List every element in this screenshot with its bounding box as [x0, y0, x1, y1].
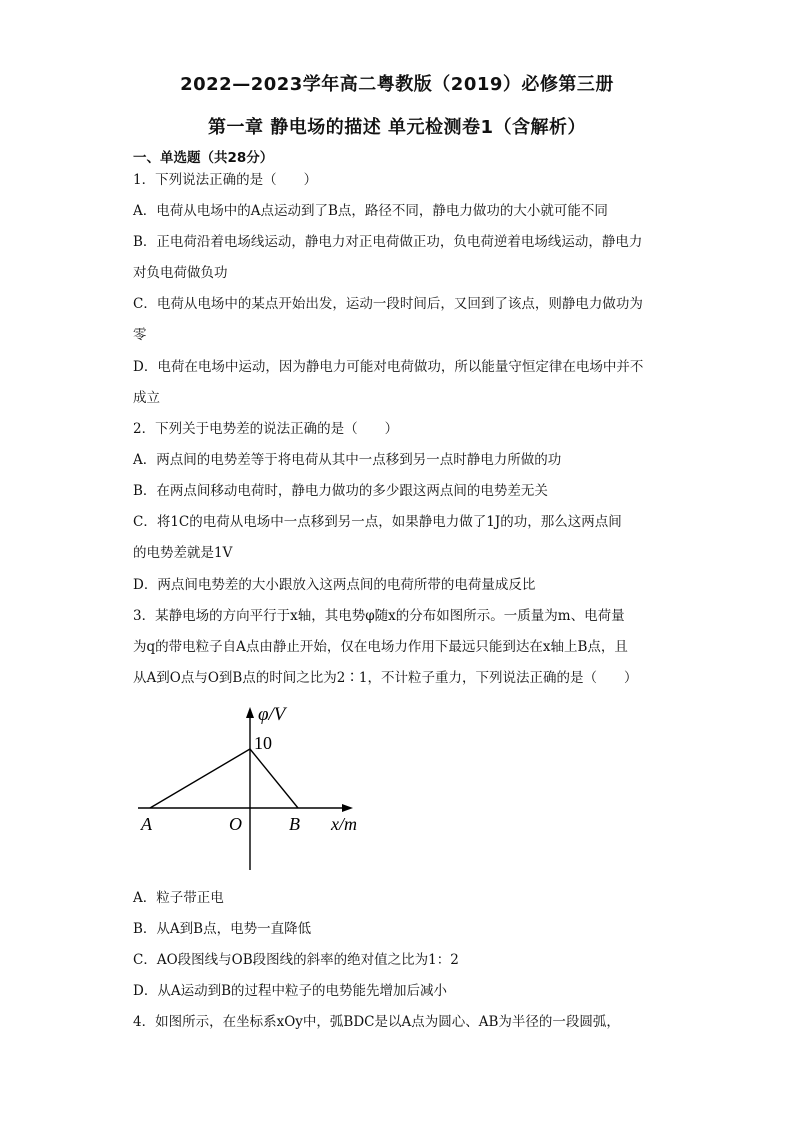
x-axis-label: x/m — [331, 814, 357, 834]
peak-label: 10 — [254, 733, 272, 753]
q2-option-d: D．两点间电势差的大小跟放入这两点间的电荷所带的电荷量成反比 — [133, 577, 536, 593]
q3-option-d: D．从A运动到B的过程中粒子的电势能先增加后减小 — [133, 983, 447, 999]
q1-option-d-line1: D．电荷在电场中运动，因为静电力可能对电荷做功，所以能量守恒定律在电场中并不 — [133, 359, 644, 375]
q1-option-c-line2: 零 — [133, 327, 147, 343]
q3-option-b: B．从A到B点，电势一直降低 — [133, 921, 312, 937]
point-b-label: B — [289, 814, 300, 834]
q2-option-a: A．两点间的电势差等于将电荷从其中一点移到另一点时静电力所做的功 — [133, 452, 562, 468]
q4-stem: 4．如图所示，在坐标系xOy中，弧BDC是以A点为圆心、AB为半径的一段圆弧， — [133, 1014, 620, 1030]
q3-option-a: A．粒子带正电 — [133, 890, 224, 906]
potential-graph — [133, 700, 373, 880]
q2-option-c-line1: C．将1C的电荷从电场中一点移到另一点，如果静电力做了1J的功，那么这两点间 — [133, 514, 622, 530]
q3-stem-line3: 从A到O点与O到B点的时间之比为2∶1，不计粒子重力，下列说法正确的是（ ） — [133, 670, 638, 686]
q2-stem: 2．下列关于电势差的说法正确的是（ ） — [133, 421, 399, 437]
q1-stem: 1．下列说法正确的是（ ） — [133, 172, 318, 188]
q1-option-d-line2: 成立 — [133, 390, 160, 406]
q1-option-b-line2: 对负电荷做负功 — [133, 265, 228, 281]
q3-option-c: C．AO段图线与OB段图线的斜率的绝对值之比为1：2 — [133, 952, 459, 968]
point-o-label: O — [229, 814, 242, 834]
segment-ao — [150, 749, 250, 808]
q2-option-c-line2: 的电势差就是1V — [133, 545, 233, 561]
point-a-label: A — [141, 814, 152, 834]
x-axis-arrow — [342, 804, 353, 812]
segment-ob — [250, 749, 298, 808]
y-axis-label: φ/V — [258, 704, 286, 725]
q1-option-a: A．电荷从电场中的A点运动到了B点，路径不同，静电力做功的大小就可能不同 — [133, 203, 608, 219]
exam-title: 2022—2023学年高二粤教版（2019）必修第三册 — [180, 74, 614, 95]
q3-stem-line1: 3．某静电场的方向平行于x轴，其电势φ随x的分布如图所示。一质量为m、电荷量 — [133, 608, 625, 624]
exam-subtitle: 第一章 静电场的描述 单元检测卷1（含解析） — [207, 117, 587, 138]
section-heading: 一、单选题（共28分） — [133, 150, 274, 166]
q1-option-c-line1: C．电荷从电场中的某点开始出发，运动一段时间后，又回到了该点，则静电力做功为 — [133, 296, 643, 312]
q1-option-b-line1: B．正电荷沿着电场线运动，静电力对正电荷做正功，负电荷逆着电场线运动，静电力 — [133, 234, 643, 250]
q2-option-b: B．在两点间移动电荷时，静电力做功的多少跟这两点间的电势差无关 — [133, 483, 548, 499]
y-axis-arrow — [246, 707, 254, 718]
q3-stem-line2: 为q的带电粒子自A点由静止开始，仅在电场力作用下最远只能到达在x轴上B点，且 — [133, 639, 628, 655]
